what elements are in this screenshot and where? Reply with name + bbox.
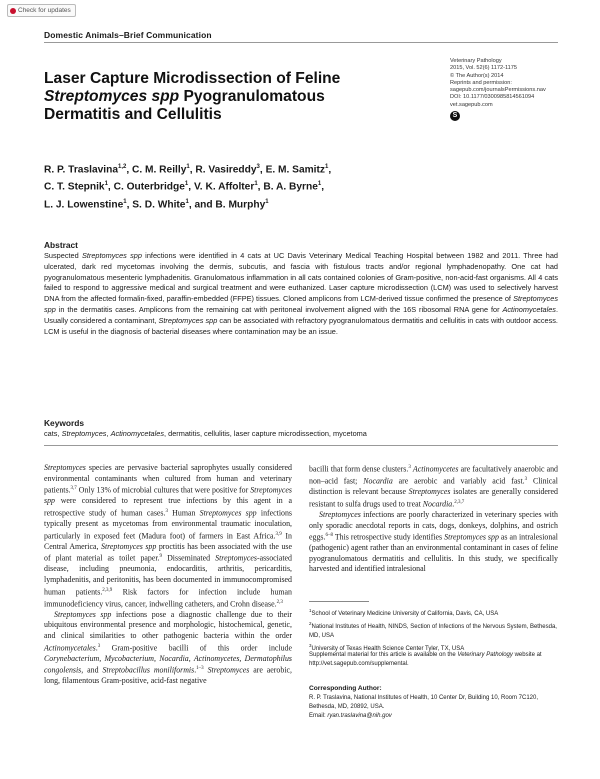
keywords-heading: Keywords bbox=[44, 418, 85, 428]
corresponding-email-line: Email: ryan.traslavina@nih.gov bbox=[309, 713, 392, 719]
author-name: R. P. Traslavina bbox=[44, 164, 118, 176]
author-affiliation-marker: 1 bbox=[265, 198, 269, 205]
author-name: S. D. White bbox=[132, 199, 186, 211]
author-affiliation-marker: 1 bbox=[123, 198, 127, 205]
citation-marker: 9 bbox=[159, 554, 163, 560]
body-paragraph: bacilli that form dense clusters.$^3$ Actinomycetes are facultatively anaerobic and non–acid fast; Nocardia are aerobic and variably acid fast.$^3$ Clinical distinction is relevant because Streptomyces isolates are generally considered resistant to sulfa drugs used to treat Nocardia.$^{2,3,7}$ bbox=[309, 464, 559, 509]
author-name: and B. Murphy bbox=[194, 199, 266, 211]
title-line-2-rest: Pyogranulomatous bbox=[179, 88, 325, 105]
citation-marker: 3 bbox=[165, 508, 168, 514]
check-for-updates-badge[interactable] bbox=[7, 4, 76, 17]
footnote-rule bbox=[309, 601, 369, 602]
journal-permissions-link[interactable]: sagepub.com/journalsPermissions.nav bbox=[450, 87, 546, 94]
body-paragraph: Streptomyces infections are poorly characterized in veterinary species with only sporadic anecdotal reports in cats, dogs, donkeys, dolphins, and ostrich eggs.$^{6-8}$ This retrospective study identifies Streptomyces spp as an intralesional (pathogenic) agent rather than an environmental contaminant in cases of feline pyogranulomatous dermatitis and cellulitis. In this study, we specifically harvested and identified intralesional bbox=[309, 510, 558, 574]
citation-marker: 3 bbox=[97, 643, 101, 649]
author-name: C. M. Reilly bbox=[132, 164, 187, 176]
check-for-updates-label: Check for updates bbox=[18, 7, 71, 14]
keywords-list: cats, Streptomyces, Actinomycetales, dermatitis, cellulitis, laser capture microdissection, mycetoma bbox=[44, 429, 367, 438]
abstract-text: Suspected Streptomyces spp infections were identified in 4 cats at UC Davis Veterinary Medical Teaching Hospital between 1982 and 2011. Three had ulcerated, dark red mycetomas involving the dermis, subcutis, and fascia with fistulous tracts and/or regional lymphadenopathy. One cat had pyogranulomatous mesenteric lymphadenitis. Granulomatous inflammation in all cats contained colonies of Gram-positive, non-acid-fast organisms. All 4 cats failed to respond to aggressive medical and surgical treatment and were euthanized. Laser capture microdissection (LCM) was used to selectively harvest DNA from the affected formalin-fixed, paraffin-embedded (FFPE) tissues. Cloned amplicons from LCM-derived tissue confirmed the presence of Streptomyces spp in the dermatitis cases. Amplicons from the remaining cat with peritoneal involvement aligned with the 16S ribosomal RNA gene for Actinomycetales. Usually considered a contaminant, Streptomyces spp can be associated with refractory pyogranulomatous dermatitis and cellulitis in cats with outdoor access. LCM is useful in the diagnosis of bacterial diseases where contamination may be an issue. bbox=[44, 251, 558, 336]
affiliations bbox=[309, 606, 558, 654]
citation-marker: 2,3,7 bbox=[454, 499, 465, 505]
author-affiliation-marker: 3 bbox=[256, 164, 260, 170]
body-paragraph: Streptomyces species are pervasive bacterial saprophytes usually considered environmental contaminants when cultured from human and veterinary patients.$^{3,7}$ Only 13% of microbial cultures that were positive for Streptomyces spp were considered to represent true infections by this agent in a retrospective study of human cases.$^3$ Human Streptomyces spp infections typically present as mycetomas from environmental traumatic inoculation, particularly in exposed feet (Madura foot) of farmers in East Africa.$^{3,9}$ In Central America, Streptomyces spp proctitis has been associated with the use of plant material as toilet paper.$^9$ Disseminated Streptomyces-associated disease, including pneumonia, endocarditis, arthritis, pericarditis, lymphadenitis, and peritonitis, has been documented in immunocompromised human patients.$^{2,3,9}$ Risk factors for infection include human immunodeficiency virus, cancer, indwelling catheters, and Crohn disease.$^{2,3}$ bbox=[44, 463, 292, 609]
affiliation-item: $^3$University of Texas Health Science Center Tyler, TX, USA bbox=[309, 643, 465, 652]
journal-doi[interactable]: DOI: 10.1177/0300985814561094 bbox=[450, 94, 535, 101]
citation-marker: 2,3,9 bbox=[102, 587, 113, 593]
citation-marker: 3,7 bbox=[70, 486, 77, 492]
author-name: V. K. Affolter bbox=[193, 181, 255, 193]
author-name: R. Vasireddy bbox=[195, 164, 257, 176]
body-rule bbox=[44, 445, 558, 446]
author-affiliation-marker: 1 bbox=[185, 198, 189, 205]
journal-site-link[interactable]: vet.sagepub.com bbox=[450, 101, 493, 108]
corresponding-address: R. P. Traslavina, National Institutes of Health, 10 Center Dr, Building 10, Room 7C120, Bethesda, MD, 20892, USA. bbox=[309, 695, 539, 710]
citation-marker: 3 bbox=[524, 477, 528, 483]
author-affiliation-marker: 1 bbox=[325, 164, 329, 170]
corresponding-author bbox=[309, 694, 558, 721]
author-affiliation-marker: 1 bbox=[254, 181, 258, 188]
author-name: C. Outerbridge bbox=[113, 181, 185, 193]
body-column-left bbox=[44, 463, 292, 687]
journal-name: Veterinary Pathology bbox=[450, 58, 502, 64]
author-name: B. A. Byrne bbox=[263, 181, 318, 193]
crossmark-icon bbox=[10, 8, 16, 14]
author-affiliation-marker: 1 bbox=[104, 181, 108, 188]
title-line-3: Dermatitis and Cellulitis bbox=[44, 106, 222, 123]
header-rule bbox=[44, 42, 558, 43]
sage-logo-icon: S bbox=[450, 111, 460, 121]
title-line-2 bbox=[44, 88, 424, 106]
author-affiliation-marker: 1 bbox=[186, 164, 190, 170]
body-paragraph: Streptomyces spp infections pose a diagnostic challenge due to their ubiquitous environmental presence and morphologic, histochemical, genetic, and clinical similarities to other pathogenic bacteria within the order Actinomycetales.$^3$ Gram-positive bacilli of this order include Corynebacterium, Mycobacterium, Nocardia, Actinomycetes, Dermatophilus congolensis, and Streptobacillus moniliformis.$^{1-3}$ Streptomyces are aerobic, long, filamentous Gram-positive, acid-fast negative bbox=[44, 609, 292, 686]
author-affiliation-marker: 1,2 bbox=[118, 164, 127, 170]
journal-volume: 2015, Vol. 52(6) 1172-1175 bbox=[450, 65, 517, 72]
author-name: E. M. Samitz bbox=[265, 164, 326, 176]
journal-reprints: Reprints and permission: bbox=[450, 79, 512, 86]
title-italic-organism: Streptomyces spp bbox=[44, 88, 180, 105]
abstract-heading: Abstract bbox=[44, 240, 78, 250]
citation-marker: 3,9 bbox=[275, 531, 282, 537]
corresponding-email[interactable]: ryan.traslavina@nih.gov bbox=[327, 713, 392, 719]
citation-marker: 6–8 bbox=[325, 533, 333, 539]
section-label: Domestic Animals–Brief Communication bbox=[44, 30, 212, 40]
journal-info bbox=[450, 58, 580, 121]
affiliation-item: $^2$National Institutes of Health, NINDS, Section of Infections of the Nervous System, Bethesda, MD, USA bbox=[309, 621, 557, 639]
citation-marker: 2,3 bbox=[276, 599, 283, 605]
author-name: L. J. Lowenstine bbox=[44, 199, 124, 211]
body-column-right bbox=[309, 463, 558, 575]
author-list: R. P. Traslavina$^{1,2}$, C. M. Reilly$^1$, R. Vasireddy$^3$, E. M. Samitz$^1$, C. T. Stepnik$^1$, C. Outerbridge$^1$, V. K. Affolter$^1$, B. A. Byrne$^1$, L. J. Lowenstine$^1$, S. D. White$^1$, and B. Murphy$^1$ bbox=[44, 164, 332, 211]
journal-copyright: © The Author(s) 2014 bbox=[450, 72, 504, 79]
affiliation-item: $^1$School of Veterinary Medicine University of California, Davis, CA, USA bbox=[309, 608, 499, 617]
title-line-1: Laser Capture Microdissection of Feline bbox=[44, 70, 341, 87]
supplemental-note: Supplemental material for this article is available on the Veterinary Pathology website at http://vet.sagepub.com/supplemental. bbox=[309, 652, 542, 667]
article-title bbox=[44, 70, 424, 124]
author-affiliation-marker: 1 bbox=[317, 181, 322, 188]
author-affiliation-marker: 1 bbox=[184, 181, 189, 188]
corresponding-author-heading: Corresponding Author: bbox=[309, 685, 382, 692]
author-name: C. T. Stepnik bbox=[44, 181, 105, 193]
citation-marker: 1–3 bbox=[196, 666, 204, 672]
citation-marker: 3 bbox=[408, 465, 411, 470]
